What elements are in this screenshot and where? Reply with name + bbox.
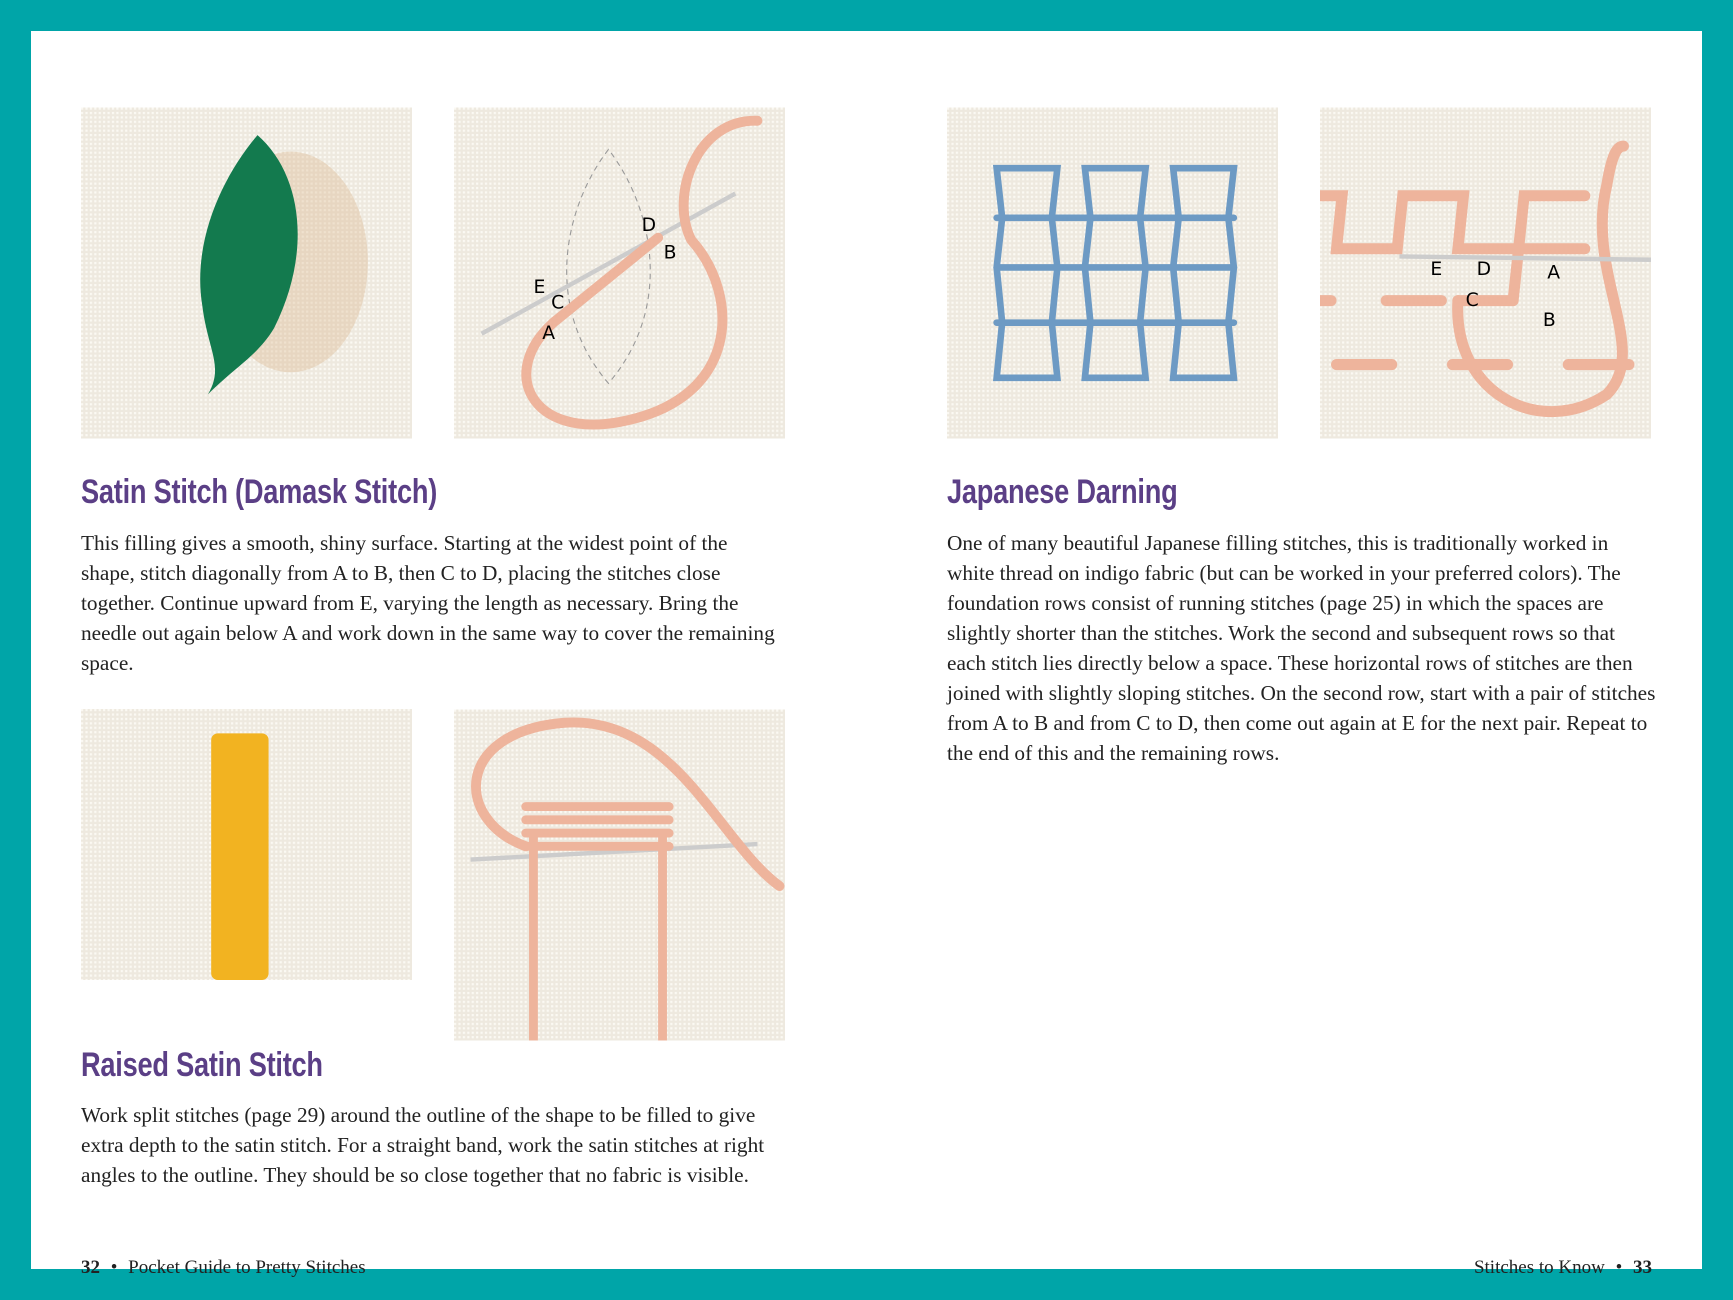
label-e: E (1430, 259, 1443, 281)
label-c: C (1465, 290, 1479, 312)
label-e: E (533, 276, 546, 298)
footer-bullet: • (1615, 1257, 1623, 1278)
label-d: D (641, 215, 657, 237)
label-b: B (1542, 309, 1556, 331)
section-title: Stitches to Know (1473, 1257, 1605, 1278)
label-a: A (542, 323, 556, 345)
right-page-number: 33 (1633, 1257, 1652, 1278)
japanese-darning-photo (947, 107, 1278, 439)
left-page-number: 32 (81, 1257, 100, 1278)
left-footer (81, 1257, 366, 1279)
japanese-darning-text: One of many beautiful Japanese filling stitches, this is traditionally worked in white thread on indigo fabric (but can be worked in your preferred colors). The foundation rows consist of running stitches (page 25) in which the spaces are slightly shorter than the stitches. Work the second and subsequent rows so that each stitch lies directly below a space. These horizontal rows of stitches are then joined with slightly sloping stitches. On the second row, start with a pair of stitches from A to B and from C to D, then come out again at E for the next pair. Repeat to the end of this and the remaining rows. (947, 531, 1656, 765)
raised-satin-diagram (454, 709, 785, 1041)
raised-satin-text: Work split stitches (page 29) around the outline of the shape to be filled to give extra depth to the satin stitch. For a straight band, work the satin stitches at right angles to the outline. They should be so close together that no fabric is visible. (81, 1103, 765, 1187)
satin-stitch-heading: Satin Stitch (Damask Stitch) (81, 473, 438, 511)
footer-bullet: • (110, 1257, 118, 1278)
book-title: Pocket Guide to Pretty Stitches (128, 1257, 366, 1278)
raised-satin-photo (81, 709, 412, 980)
satin-stitch-diagram (454, 107, 785, 439)
label-b: B (663, 242, 677, 264)
right-footer (1474, 1257, 1652, 1279)
raised-satin-heading: Raised Satin Stitch (81, 1046, 323, 1084)
label-d: D (1476, 259, 1492, 281)
book-spread (31, 31, 1702, 1278)
label-c: C (551, 292, 565, 314)
satin-stitch-photo (81, 107, 412, 439)
japanese-darning-heading: Japanese Darning (947, 473, 1178, 511)
satin-stitch-text: This filling gives a smooth, shiny surface. Starting at the widest point of the shape, stitch diagonally from A to B, then C to D, placing the stitches close together. Continue upward from E, varying the length as necessary. Bring the needle out again below A and work down in the same way to cover the remaining space. (81, 531, 775, 675)
label-a: A (1547, 262, 1561, 284)
japanese-darning-diagram (1320, 107, 1651, 439)
